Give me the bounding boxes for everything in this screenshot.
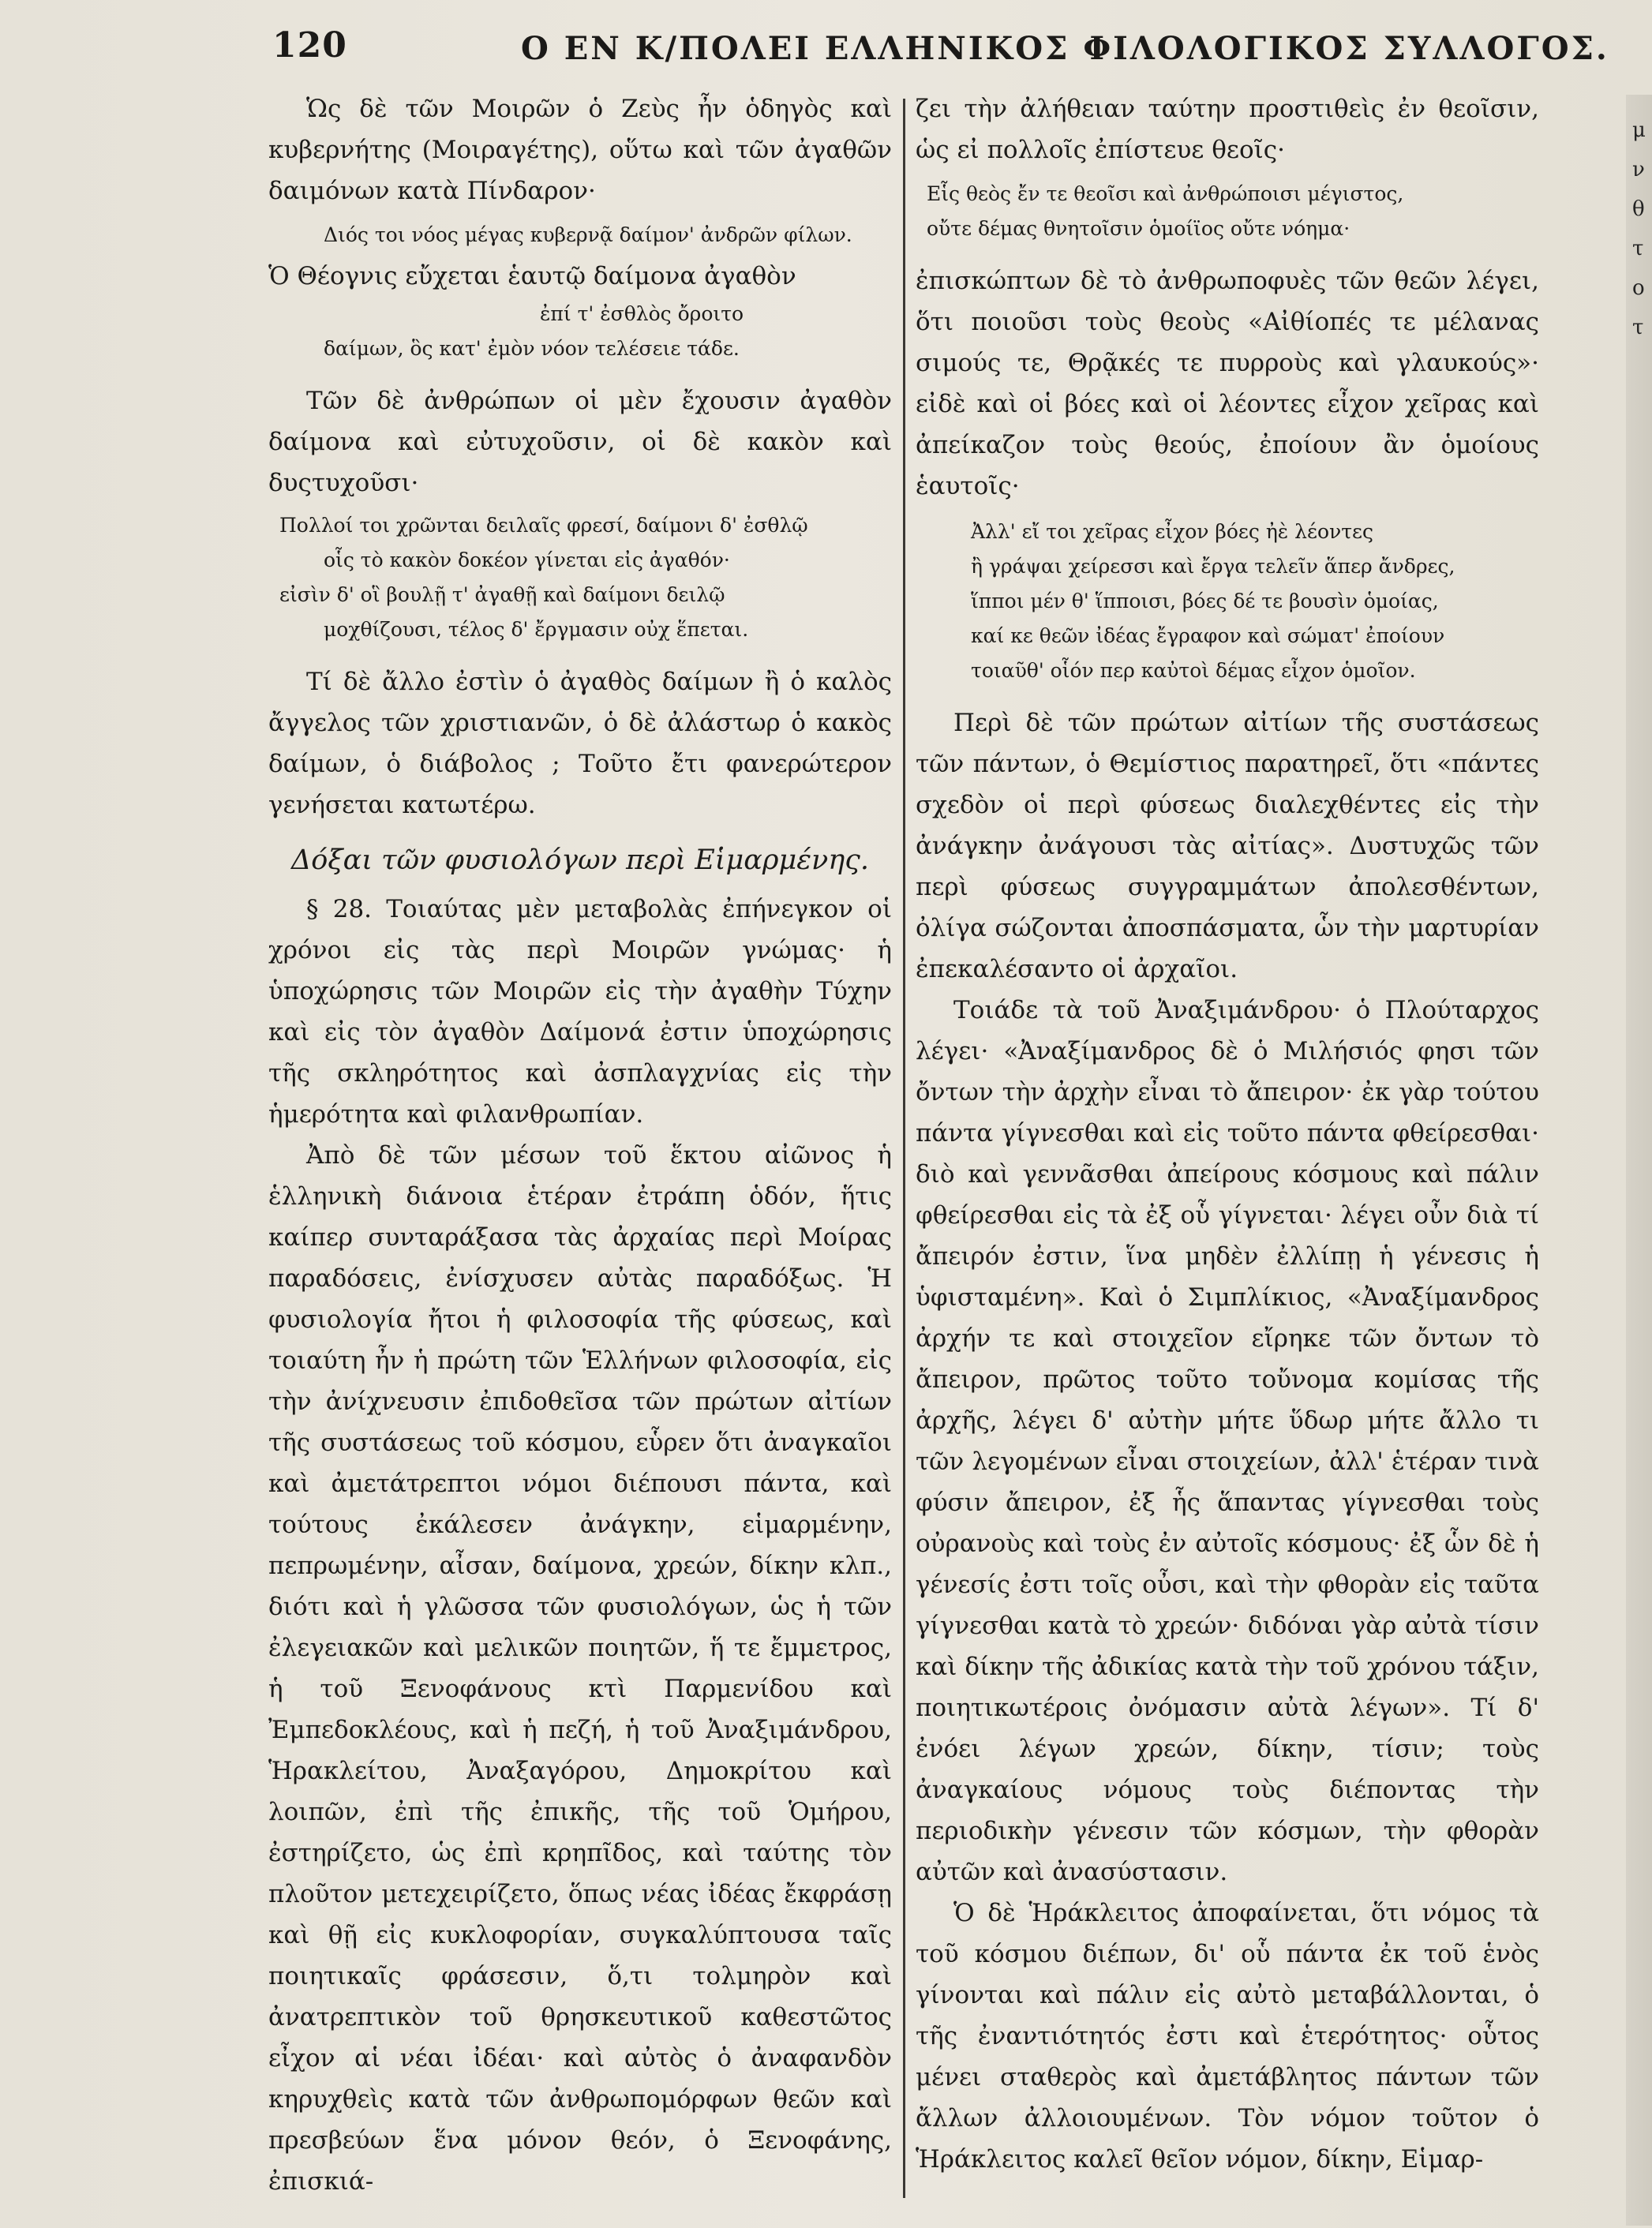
- paragraph: Τί δὲ ἄλλο ἐστὶν ὁ ἀγαθὸς δαίμων ἢ ὁ καλὸς ἄγγελος τῶν χριστιανῶν, ὁ δὲ ἀλάστωρ ὁ κακὸς δαίμων, ὁ διάβολος ; Τοῦτο ἔτι φανερώτερον γενήσεται κατωτέρω.: [268, 668, 892, 819]
- paragraph: § 28. Τοιαύτας μὲν μεταβολὰς ἐπήνεγκον οἱ χρόνοι εἰς τὰς περὶ Μοιρῶν γνώμας· ἡ ὑποχώρησις τῶν Μοιρῶν εἰς τὴν ἀγαθὴν Τύχην καὶ εἰς τὸν ἀγαθὸν Δαίμονά ἐστιν ὑποχώρησις τῆς σκληρότητος καὶ ἀσπλαγχνίας εἰς τὴν ἡμερότητα καὶ φιλανθρωπίαν.: [268, 895, 892, 1129]
- running-title: Ο ΕΝ Κ/ΠΟΛΕΙ ΕΛΛΗΝΙΚΟΣ ΦΙΛΟΛΟΓΙΚΟΣ ΣΥΛΛΟΓΟΣ.: [521, 30, 1609, 67]
- verse-line: οἷς τὸ κακὸν δοκέον γίνεται εἰς ἀγαθόν·: [324, 549, 730, 571]
- verse-line: Πολλοί τοι χρῶνται δειλαῖς φρεσί, δαίμονι δ' ἐσθλῷ: [279, 514, 808, 537]
- paragraph: Ἀπὸ δὲ τῶν μέσων τοῦ ἕκτου αἰῶνος ἡ ἑλληνικὴ διάνοια ἑτέραν ἐτράπη ὁδόν, ἥτις καίπερ συνταράξασα τὰς ἀρχαίας περὶ Μοίρας παραδόσεις, ἐνίσχυσεν αὐτὰς παραδόξως. Ἡ φυσιολογία ἤτοι ἡ φιλοσοφία τῆς φύσεως, καὶ τοιαύτη ἦν ἡ πρώτη τῶν Ἑλλήνων φιλοσοφία, εἰς τὴν ἀνίχνευσιν ἐπιδοθεῖσα τῶν πρώτων αἰτίων τῆς συστάσεως τοῦ κόσμου, εὗρεν ὅτι ἀναγκαῖοι καὶ ἀμετάτρεπτοι νόμοι διέπουσι πάντα, καὶ τούτους ἐκάλεσεν ἀνάγκην, εἱμαρμένην, πεπρωμένην, αἶσαν, δαίμονα, χρεών, δίκην κλπ., διότι καὶ ἡ γλῶσσα τῶν φυσιολόγων, ὡς ἡ τῶν ἐλεγειακῶν καὶ μελικῶν ποιητῶν, ἥ τε ἔμμετρος, ἡ τοῦ Ξενοφάνους κτὶ Παρμενίδου καὶ Ἐμπεδοκλέους, καὶ ἡ πεζή, ἡ τοῦ Ἀναξιμάνδρου, Ἡρακλείτου, Ἀναξαγόρου, Δημοκρίτου καὶ λοιπῶν, ἐπὶ τῆς ἐπικῆς, τῆς τοῦ Ὁμήρου, ἐστηρίζετο, ὡς ἐπὶ κρηπῖδος, καὶ ταύτης τὸν πλοῦτον μετεχειρίζετο, ὅπως νέας ἰδέας ἔκφράσῃ καὶ θῇ εἰς κυκλοφορίαν, συγκαλύπτουσα ταῖς ποιητικαῖς φράσεσιν, ὅ,τι τολμηρὸν καὶ ἀνατρεπτικὸν τοῦ θρησκευτικοῦ καθεστῶτος εἶχον αἱ νέαι ἰδέαι· καὶ αὐτὸς ὁ ἀναφανδὸν κηρυχθεὶς κατὰ τῶν ἀνθρωπομόρφων θεῶν καὶ πρεσβεύων ἕνα μόνον θεόν, ὁ Ξενοφάνης, ἐπισκιά-: [268, 1141, 892, 2196]
- paragraph: ζει τὴν ἀλήθειαν ταύτην προστιθεὶς ἐν θεοῖσιν, ὡς εἰ πολλοῖς ἐπίστευε θεοῖς·: [916, 95, 1539, 164]
- section-heading: Δόξαι τῶν φυσιολόγων περὶ Εἱμαρμένης.: [291, 844, 869, 876]
- verse-line: Διός τοι νόος μέγας κυβερνᾷ δαίμον' ἀνδρῶν φίλων.: [324, 223, 852, 246]
- edge-glyph: τ: [1632, 237, 1644, 260]
- verse-line: Ἀλλ' εἴ τοι χεῖρας εἶχον βόες ἠὲ λέοντες: [971, 520, 1373, 543]
- verse-line: ἐπί τ' ἐσθλὸς ὄροιτο: [540, 302, 744, 325]
- paragraph: Ὡς δὲ τῶν Μοιρῶν ὁ Ζεὺς ἦν ὁδηγὸς καὶ κυβερνήτης (Μοιραγέτης), οὕτω καὶ τῶν ἀγαθῶν δαιμόνων κατὰ Πίνδαρον·: [268, 95, 892, 205]
- verse-quote: [268, 504, 892, 647]
- paragraph: Τῶν δὲ ἀνθρώπων οἱ μὲν ἔχουσιν ἀγαθὸν δαίμονα καὶ εὐτυχοῦσιν, οἱ δὲ κακὸν καὶ δυςτυχοῦσι·: [268, 387, 892, 497]
- paragraph: Ὁ Θέογνις εὔχεται ἑαυτῷ δαίμονα ἀγαθὸν: [268, 262, 796, 290]
- verse-line: ἢ γράψαι χείρεσσι καὶ ἔργα τελεῖν ἅπερ ἄνδρες,: [971, 555, 1455, 578]
- verse-line: ἵπποι μέν θ' ἵπποισι, βόες δέ τε βουσὶν ὁμοίας,: [971, 590, 1439, 612]
- paragraph: Ὁ δὲ Ἡράκλειτος ἀποφαίνεται, ὅτι νόμος τὰ τοῦ κόσμου διέπων, δι' οὗ πάντα ἐκ τοῦ ἑνὸς γίνονται καὶ πάλιν εἰς αὐτὸ μεταβάλλονται, ὁ τῆς ἐναντιότητός ἐστι καὶ ἑτερότητος· οὗτος μένει σταθερὸς καὶ ἀμετάβλητος πάντων τῶν ἄλλων ἀλλοιουμένων. Τὸν νόμον τοῦτον ὁ Ἡράκλειτος καλεῖ θεῖον νόμον, δίκην, Εἱμαρ-: [916, 1899, 1539, 2174]
- verse-line: τοιαῦθ' οἷόν περ καὐτοὶ δέμας εἶχον ὁμοῖον.: [971, 659, 1416, 682]
- verse-quote: [268, 212, 892, 253]
- edge-glyph: ν: [1632, 158, 1645, 182]
- verse-line: μοχθίζουσι, τέλος δ' ἔργμασιν οὐχ ἕπεται.: [324, 618, 749, 641]
- left-column: [268, 88, 892, 2204]
- page-header: [272, 25, 1614, 88]
- facing-page-edge: [1626, 95, 1652, 2226]
- edge-glyph: τ: [1632, 316, 1644, 339]
- edge-glyph: μ: [1632, 118, 1646, 142]
- page-number: 120: [272, 25, 347, 66]
- verse-line: εἰσὶν δ' οἳ βουλῇ τ' ἀγαθῇ καὶ δαίμονι δειλῷ: [279, 583, 725, 606]
- paragraph: ἐπισκώπτων δὲ τὸ ἀνθρωποφυὲς τῶν θεῶν λέγει, ὅτι ποιοῦσι τοὺς θεοὺς «Αἰθίοπές τε μέλανας σιμούς τε, Θρᾷκές τε πυρροὺς καὶ γλαυκούς»· εἰδὲ καὶ οἱ βόες καὶ οἱ λέοντες εἶχον χεῖρας καὶ ἀπείκαζον τοὺς θεούς, ἐποίουν ἂν ὁμοίους ἑαυτοῖς·: [916, 267, 1539, 500]
- column-divider: [903, 99, 905, 2198]
- verse-line: οὔτε δέμας θνητοῖσιν ὁμοίϊος οὔτε νόημα·: [927, 217, 1350, 240]
- verse-quote: [916, 507, 1539, 688]
- verse-line: δαίμων, ὃς κατ' ἐμὸν νόον τελέσειε τάδε.: [324, 337, 740, 360]
- edge-glyph: θ: [1632, 197, 1645, 221]
- verse-quote: [268, 297, 892, 366]
- verse-line: Εἷς θεὸς ἔν τε θεοῖσι καὶ ἀνθρώποισι μέγιστος,: [927, 182, 1404, 205]
- edge-glyph: ο: [1632, 276, 1645, 300]
- verse-quote: [916, 170, 1539, 246]
- paragraph: Περὶ δὲ τῶν πρώτων αἰτίων τῆς συστάσεως τῶν πάντων, ὁ Θεμίστιος παρατηρεῖ, ὅτι «πάντες σχεδὸν οἱ περὶ φύσεως διαλεχθέντες εἰς τὴν ἀνάγκην ἀνάγουσι τὰς αἰτίας». Δυστυχῶς τῶν περὶ φύσεως συγγραμμάτων ἀπολεσθέντων, ὀλίγα σώζονται ἀποσπάσματα, ὧν τὴν μαρτυρίαν ἐπεκαλέσαντο οἱ ἀρχαῖοι.: [916, 709, 1539, 983]
- right-column: [916, 88, 1539, 2204]
- paragraph: Τοιάδε τὰ τοῦ Ἀναξιμάνδρου· ὁ Πλούταρχος λέγει· «Ἀναξίμανδρος δὲ ὁ Μιλήσιός φησι τῶν ὄντων τὴν ἀρχὴν εἶναι τὸ ἄπειρον· ἐκ γὰρ τούτου πάντα γίγνεσθαι καὶ εἰς τοῦτο πάντα φθείρεσθαι· διὸ καὶ γεννᾶσθαι ἀπείρους κόσμους καὶ πάλιν φθείρεσθαι εἰς τὰ ἐξ οὗ γίγνεται· λέγει οὖν διὰ τί ἄπειρόν ἐστιν, ἵνα μηδὲν ἐλλίπῃ ἡ γένεσις ἡ ὑφισταμένη». Καὶ ὁ Σιμπλίκιος, «Ἀναξίμανδρος ἀρχήν τε καὶ στοιχεῖον εἴρηκε τῶν ὄντων τὸ ἄπειρον, πρῶτος τοῦτο τοὔνομα κομίσας τῆς ἀρχῆς, λέγει δ' αὐτὴν μήτε ὕδωρ μήτε ἄλλο τι τῶν λεγομένων εἶναι στοιχείων, ἀλλ' ἑτέραν τινὰ φύσιν ἄπειρον, ἐξ ἧς ἅπαντας γίγνεσθαι τοὺς οὐρανοὺς καὶ τοὺς ἐν αὐτοῖς κόσμους· ἐξ ὧν δὲ ἡ γένεσίς ἐστι τοῖς οὖσι, καὶ τὴν φθορὰν εἰς ταῦτα γίγνεσθαι κατὰ τὸ χρεών· διδόναι γὰρ αὐτὰ τίσιν καὶ δίκην τῆς ἀδικίας κατὰ τὴν τοῦ χρόνου τάξιν, ποιητικωτέροις ὀνόμασιν αὐτὰ λέγων». Τί δ' ἐνόει λέγων χρεών, δίκην, τίσιν; τοὺς ἀναγκαίους νόμους τοὺς διέποντας τὴν περιοδικὴν γένεσιν τῶν κόσμων, τὴν φθορὰν αὐτῶν καὶ ἀνασύστασιν.: [916, 996, 1539, 1886]
- verse-line: καί κε θεῶν ἰδέας ἔγραφον καὶ σώματ' ἐποίουν: [971, 624, 1445, 647]
